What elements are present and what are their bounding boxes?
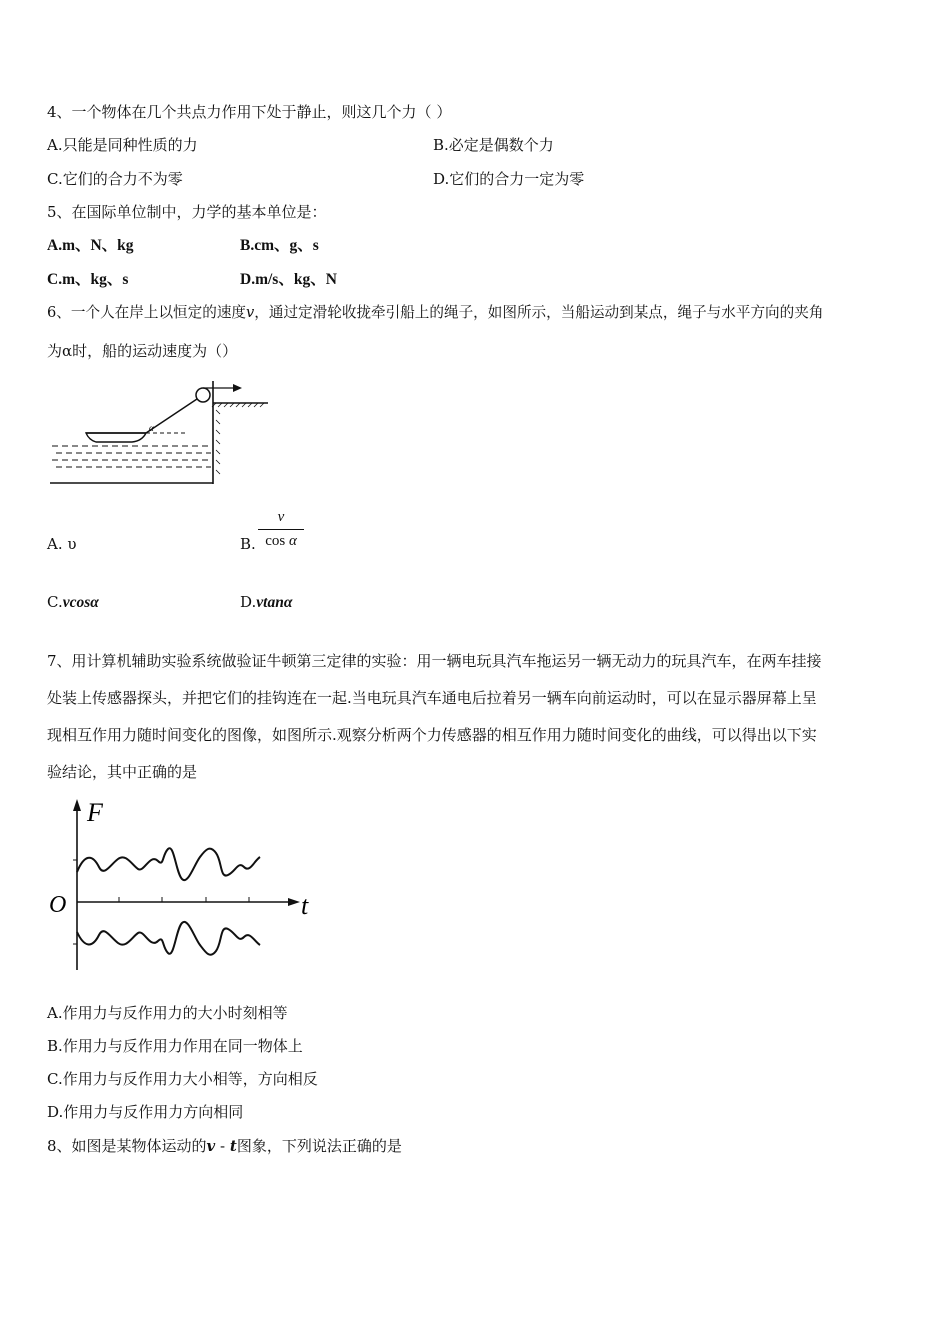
- q6-stem-line2: 为α时，船的运动速度为（）: [47, 342, 238, 360]
- q7-option-b: B.作用力与反作用力作用在同一物体上: [47, 1037, 303, 1055]
- q7-force-time-graph: [44, 795, 324, 980]
- q6-stem-text-b: ，通过定滑轮收拢牵引船上的绳子，如图所示，当船运动到某点，绳子与水平方向的夹角: [254, 304, 824, 321]
- q7-option-a: A.作用力与反作用力的大小时刻相等: [47, 1004, 288, 1022]
- q8-stem-text-a: 8、如图是某物体运动的: [47, 1137, 207, 1155]
- q6-stem-text-a: 6、一个人在岸上以恒定的速度: [47, 304, 247, 321]
- q6-option-d: [240, 592, 292, 613]
- q7-stem-line3: 现相互作用力随时间变化的图像，如图所示.观察分析两个力传感器的相互作用力随时间变化的曲线，可以得出以下实: [47, 726, 817, 744]
- q6-option-b-denominator: [258, 529, 304, 550]
- q4-stem: 4、一个物体在几个共点力作用下处于静止，则这几个力（ ）: [47, 103, 452, 121]
- q4-option-b: B.必定是偶数个力: [433, 136, 554, 154]
- q8-stem-v: v: [206, 1137, 216, 1155]
- q5-option-d: D.m/s、kg、N: [240, 271, 337, 288]
- q4-option-c: C.它们的合力不为零: [47, 170, 183, 188]
- q5-option-c: C.m、kg、s: [47, 271, 129, 288]
- q7-graph-x-label: t: [301, 891, 309, 920]
- q6-option-b-alpha: α: [288, 533, 297, 549]
- q6-option-a: A. υ: [47, 535, 77, 553]
- q5-stem: 5、在国际单位制中，力学的基本单位是：: [47, 203, 327, 221]
- q8-stem-t: t: [229, 1137, 237, 1155]
- q4-option-a: A.只能是同种性质的力: [47, 136, 198, 154]
- q4-option-d: D.它们的合力一定为零: [433, 170, 585, 188]
- q7-option-c: C.作用力与反作用力大小相等，方向相反: [47, 1070, 318, 1088]
- q8-stem-text-b: 图象，下列说法正确的是: [236, 1137, 402, 1155]
- q6-option-b-cos: cos: [265, 533, 286, 549]
- q7-option-d: D.作用力与反作用力方向相同: [47, 1103, 244, 1121]
- q6-figure-alpha-label: α: [149, 423, 154, 433]
- q6-option-b-fraction: [258, 508, 304, 550]
- q8-stem: [47, 1136, 402, 1156]
- q6-stem-line1: [47, 303, 823, 323]
- q7-graph-y-label: F: [87, 798, 103, 827]
- q6-option-c-prefix: C.: [47, 593, 63, 611]
- q7-graph-origin-label: O: [49, 892, 67, 918]
- q7-stem-line4: 验结论，其中正确的是: [47, 763, 198, 781]
- q6-boat-pulley-figure: [46, 376, 276, 488]
- q7-stem-line1: 7、用计算机辅助实验系统做验证牛顿第三定律的实验：用一辆电玩具汽车拖运另一辆无动力的玩具汽车，在两车挂接: [47, 652, 822, 670]
- q6-option-c: [47, 592, 99, 613]
- q7-stem-line2: 处装上传感器探头，并把它们的挂钩连在一起.当电玩具汽车通电后拉着另一辆车向前运动时，可以在显示器屏幕上呈: [47, 689, 817, 707]
- q6-option-b-numerator: v: [277, 509, 285, 525]
- q6-stem-v: v: [246, 304, 255, 321]
- q5-option-b: B.cm、g、s: [240, 237, 319, 254]
- q6-option-c-value: vcosα: [62, 594, 99, 611]
- q6-option-b-prefix: B.: [240, 535, 256, 553]
- q6-option-d-prefix: D.: [240, 593, 257, 611]
- q6-option-d-value: vtanα: [256, 594, 293, 611]
- q8-stem-dash: -: [215, 1137, 230, 1155]
- q5-option-a: A.m、N、kg: [47, 237, 134, 254]
